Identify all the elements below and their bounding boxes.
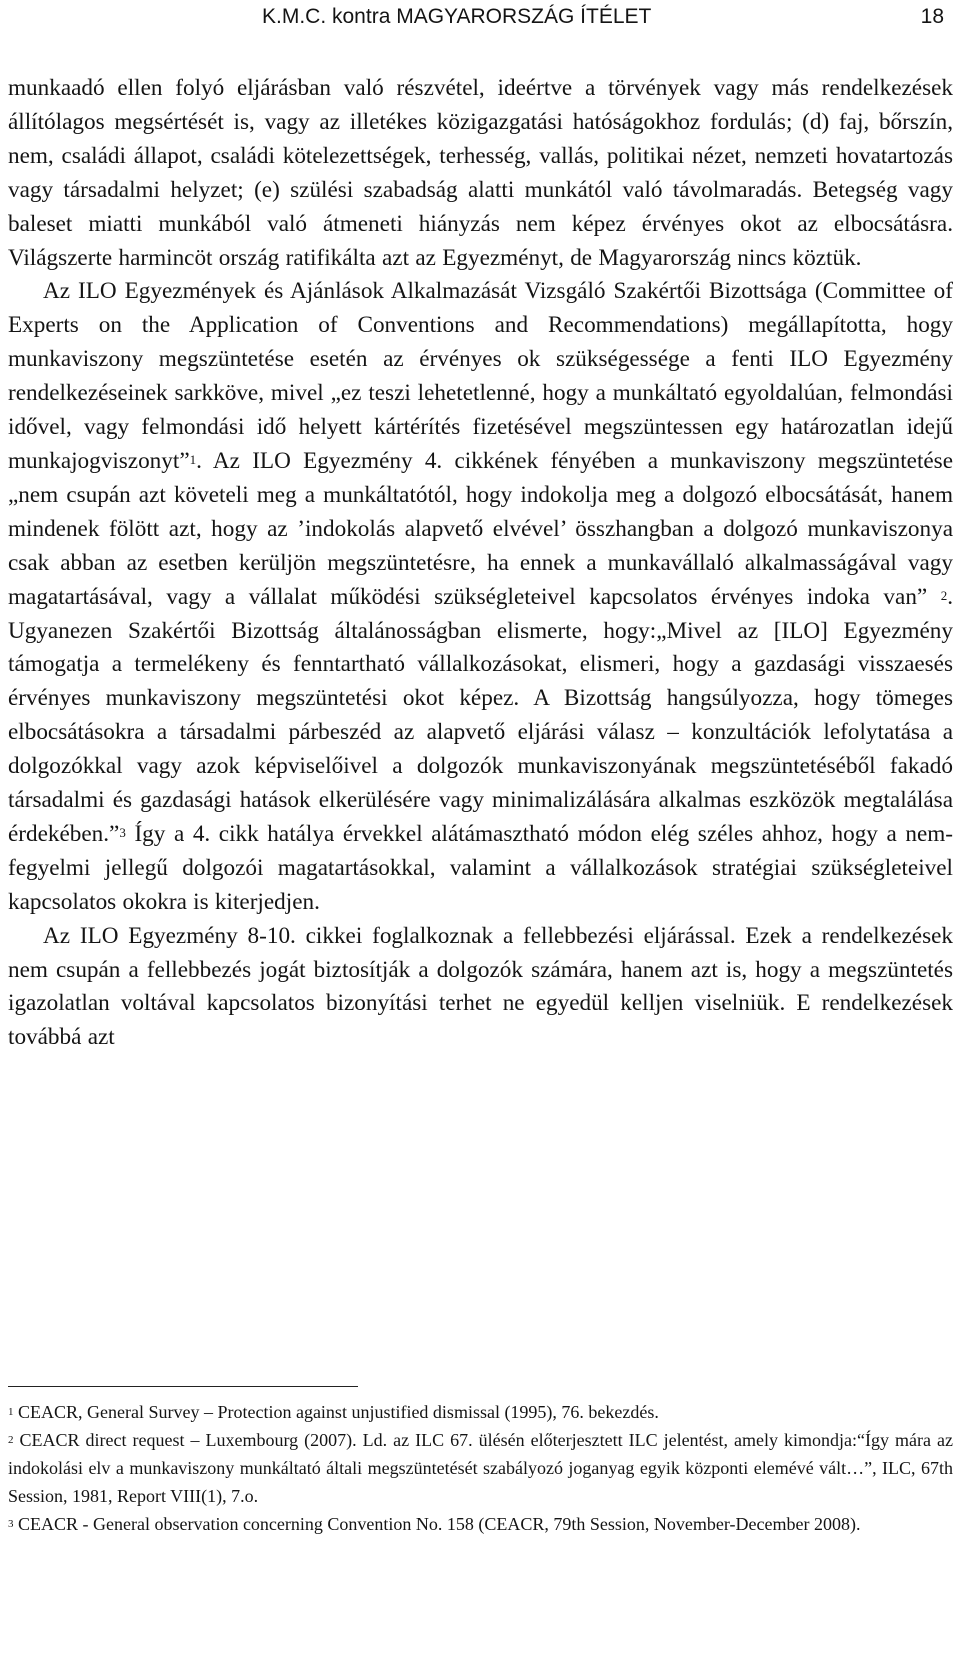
footnote-3 (8, 1510, 953, 1538)
paragraph-2-text-b: . Az ILO Egyezmény 4. cikkének fényében a munkaviszony megszüntetése „nem csupán azt követeli meg a munkáltatótól, hogy indokolja meg a dolgozó elbocsátását, hanem mindenek fölött azt, hogy az ’indokolás alapvető elvével’ összhangban a dolgozó munkaviszonya csak abban az esetben kerüljön megszüntetésre, ha ennek a munkavállaló alkalmasságával vagy magatartásával, vagy a vállalat működési szükségleteivel kapcsolatos érvényes indoka van” (8, 447, 953, 610)
footnote-1-number: 1 (8, 1406, 14, 1418)
running-header (0, 2, 960, 32)
paragraph-2-text-a: Az ILO Egyezmények és Ajánlások Alkalmazását Vizsgáló Szakértői Bizottsága (Committee of Experts on the Application of Conventions and Recommendations) megállapította, hogy munkaviszony megszüntetése esetén az érvényes ok szükségessége a fenti ILO Egyezmény rendelkezéseinek sarkköve, mivel „ez teszi lehetetlenné, hogy a munkáltató egyoldalúan, felmondási idővel, vagy felmondási idő helyett kártérítés fizetésével megszüntessen egy határozatlan idejű munkajogviszonyt” (8, 278, 953, 474)
footnote-1-text: CEACR, General Survey – Protection against unjustified dismissal (1995), 76. bekezdés. (13, 1402, 659, 1422)
paragraph-2 (8, 275, 953, 919)
footnote-1 (8, 1398, 953, 1426)
paragraph-3: Az ILO Egyezmény 8-10. cikkei foglalkoznak a fellebbezési eljárással. Ezek a rendelkezések nem csupán a fellebbezés jogát biztosítják a dolgozók számára, hanem azt is, hogy a megszüntetés igazolatlan voltával kapcsolatos bizonyítási terhet ne egyedül kelljen viselniük. E rendelkezések továbbá azt (8, 922, 953, 1051)
body-text (8, 72, 953, 1055)
footnotes (8, 1398, 953, 1538)
footnote-2 (8, 1426, 953, 1510)
footnote-3-number: 3 (8, 1518, 14, 1530)
page-number: 18 (920, 5, 944, 28)
footnote-separator (8, 1386, 358, 1387)
paragraph-2-text-c: . Ugyanezen Szakértői Bizottság általánosságban elismerte, hogy:„Mivel az [ILO] Egyezmény támogatja a termelékeny és fenntartható vállalkozásokat, elismeri, hogy a gazdasági visszaesés érvényes munkaviszony megszüntetési okot képez. A Bizottság hangsúlyozza, hogy tömeges elbocsátásokra a társadalmi párbeszéd az alapvető eljárási válasz – konzultációk lefolytatása a dolgozókkal vagy azok képviselőivel a dolgozók munkaviszonyának megszüntetéséből fakadó társadalmi és gazdasági hatások elkerülésére vagy minimalizálására alkalmas eszközök megtalálása érdekében.” (8, 583, 953, 847)
footnote-2-text: CEACR direct request – Luxembourg (2007). Ld. az ILC 67. ülésén előterjesztett ILC jelentést, amely kimondja:“Így mára az indokolási elv a munkaviszony munkáltató általi megszüntetését szabályozó joganyag egyik központi elemévé vált…”, ILC, 67th Session, 1981, Report VIII(1), 7.o. (8, 1430, 953, 1506)
footnote-ref-1[interactable]: 1 (189, 451, 197, 467)
running-header-title: K.M.C. kontra MAGYARORSZÁG ÍTÉLET (262, 5, 652, 28)
footnote-3-text: CEACR - General observation concerning Convention No. 158 (CEACR, 79th Session, November-December 2008). (13, 1514, 861, 1534)
footnote-2-number: 2 (8, 1434, 14, 1446)
footnote-ref-2[interactable]: 2 (940, 587, 948, 603)
paragraph-2-text-d: Így a 4. cikk hatálya érvekkel alátámasztható módon elég széles ahhoz, hogy a nem-fegyelmi jellegű dolgozói magatartásokkal, valamint a vállalkozások stratégiai szükségleteivel kapcsolatos okokra is kiterjedjen. (8, 820, 953, 915)
paragraph-1: munkaadó ellen folyó eljárásban való részvétel, ideértve a törvények vagy más rendelkezések állítólagos megsértését is, vagy az illetékes közigazgatási hatóságokhoz fordulás; (d) faj, bőrszín, nem, családi állapot, családi kötelezettségek, terhesség, vallás, politikai nézet, nemzeti hovatartozás vagy társadalmi helyzet; (e) szülési szabadság alatti munkától való távolmaradás. Betegség vagy baleset miatti munkából való átmeneti hiányzás nem képez érvényes okot az elbocsátásra. Világszerte harmincöt ország ratifikálta azt az Egyezményt, de Magyarország nincs köztük. (8, 75, 953, 271)
footnote-ref-3[interactable]: 3 (119, 824, 126, 840)
